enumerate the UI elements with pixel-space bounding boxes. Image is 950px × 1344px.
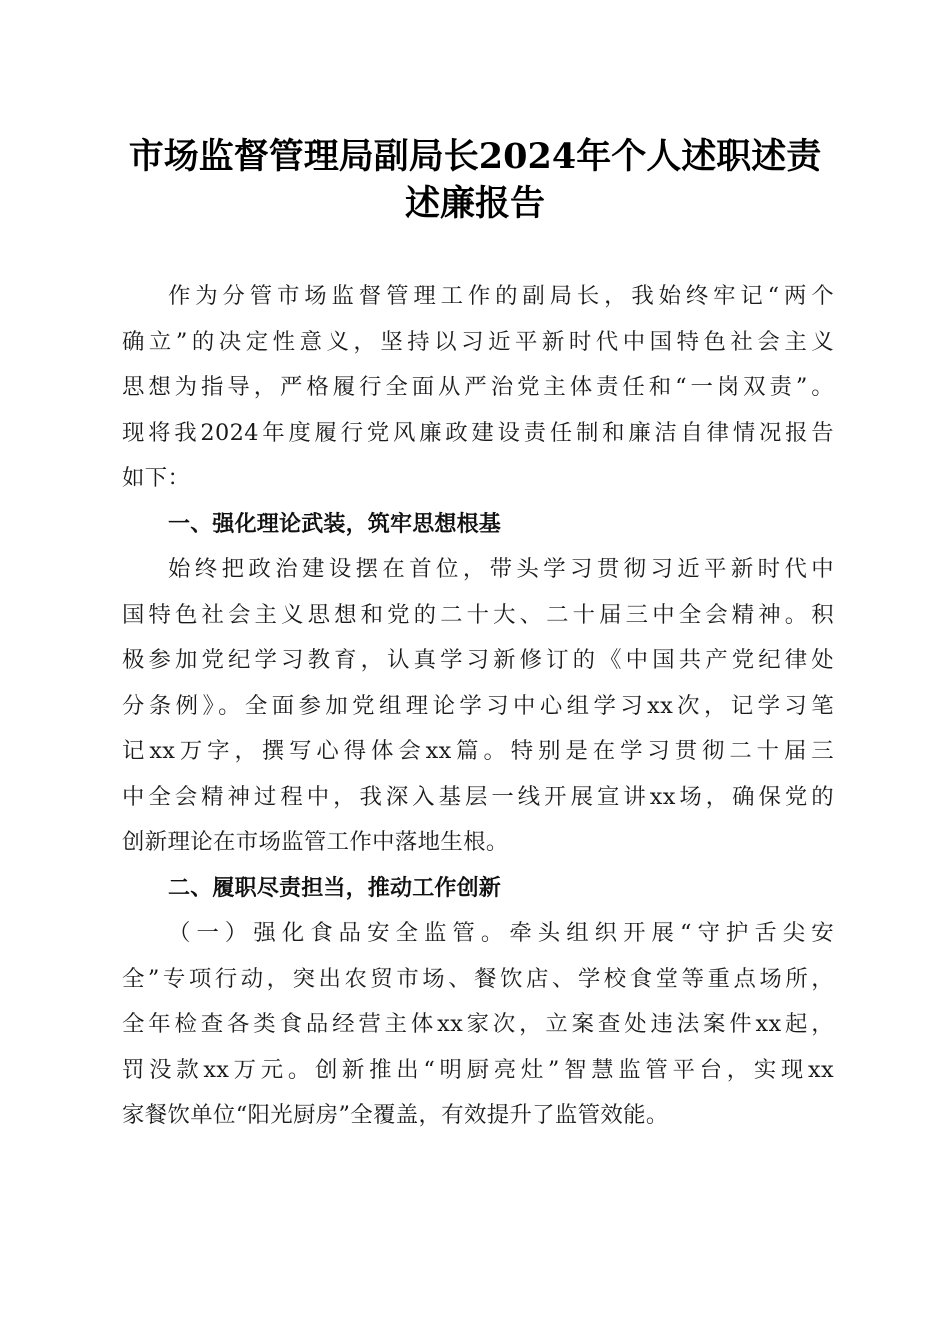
paragraph-line: 中全会精神过程中，我深入基层一线开展宣讲xx场，确保党的: [122, 783, 834, 810]
paragraph-line: （一）强化食品安全监管。牵头组织开展“守护舌尖安: [168, 920, 834, 946]
paragraph-line: 全年检查各类食品经营主体xx家次，立案查处违法案件xx起，: [122, 1011, 834, 1037]
section-heading-1: 一、强化理论武装，筑牢思想根基: [168, 511, 502, 537]
paragraph-line: 分条例》。全面参加党组理论学习中心组学习xx次，记学习笔: [122, 692, 834, 719]
paragraph-line: 作为分管市场监督管理工作的副局长，我始终牢记“两个: [168, 283, 834, 309]
paragraph-line: 始终把政治建设摆在首位，带头学习贯彻习近平新时代中: [168, 556, 834, 582]
intro-paragraph: [122, 274, 834, 502]
document-body: [122, 274, 834, 1139]
paragraph-line: 创新理论在市场监管工作中落地生根。: [122, 829, 509, 855]
paragraph-line: 记xx万字，撰写心得体会xx篇。特别是在学习贯彻二十届三: [122, 738, 834, 764]
paragraph-line: 确立”的决定性意义，坚持以习近平新时代中国特色社会主义: [122, 328, 834, 355]
paragraph-line: 国特色社会主义思想和党的二十大、二十届三中全会精神。积: [122, 601, 834, 628]
paragraph-line: 现将我2024年度履行党风廉政建设责任制和廉洁自律情况报告: [122, 419, 834, 446]
paragraph-line: 罚没款xx万元。创新推出“明厨亮灶”智慧监管平台，实现xx: [122, 1056, 834, 1083]
document-title-line-1: 市场监督管理局副局长2024年个人述职述责: [128, 136, 822, 177]
paragraph-line: 全”专项行动，突出农贸市场、餐饮店、学校食堂等重点场所，: [122, 965, 834, 992]
paragraph-line: 思想为指导，严格履行全面从严治党主体责任和“一岗双责”。: [122, 374, 834, 400]
paragraph-line: 家餐饮单位“阳光厨房”全覆盖，有效提升了监管效能。: [122, 1102, 669, 1128]
section-2-paragraph: [122, 911, 834, 1139]
section-heading-2: 二、履职尽责担当，推动工作创新: [168, 875, 502, 901]
document-title-line-2: 述廉报告: [404, 183, 545, 224]
paragraph-line: 如下：: [122, 465, 191, 491]
paragraph-line: 极参加党纪学习教育，认真学习新修订的《中国共产党纪律处: [122, 647, 834, 673]
section-1-paragraph: [122, 547, 834, 866]
